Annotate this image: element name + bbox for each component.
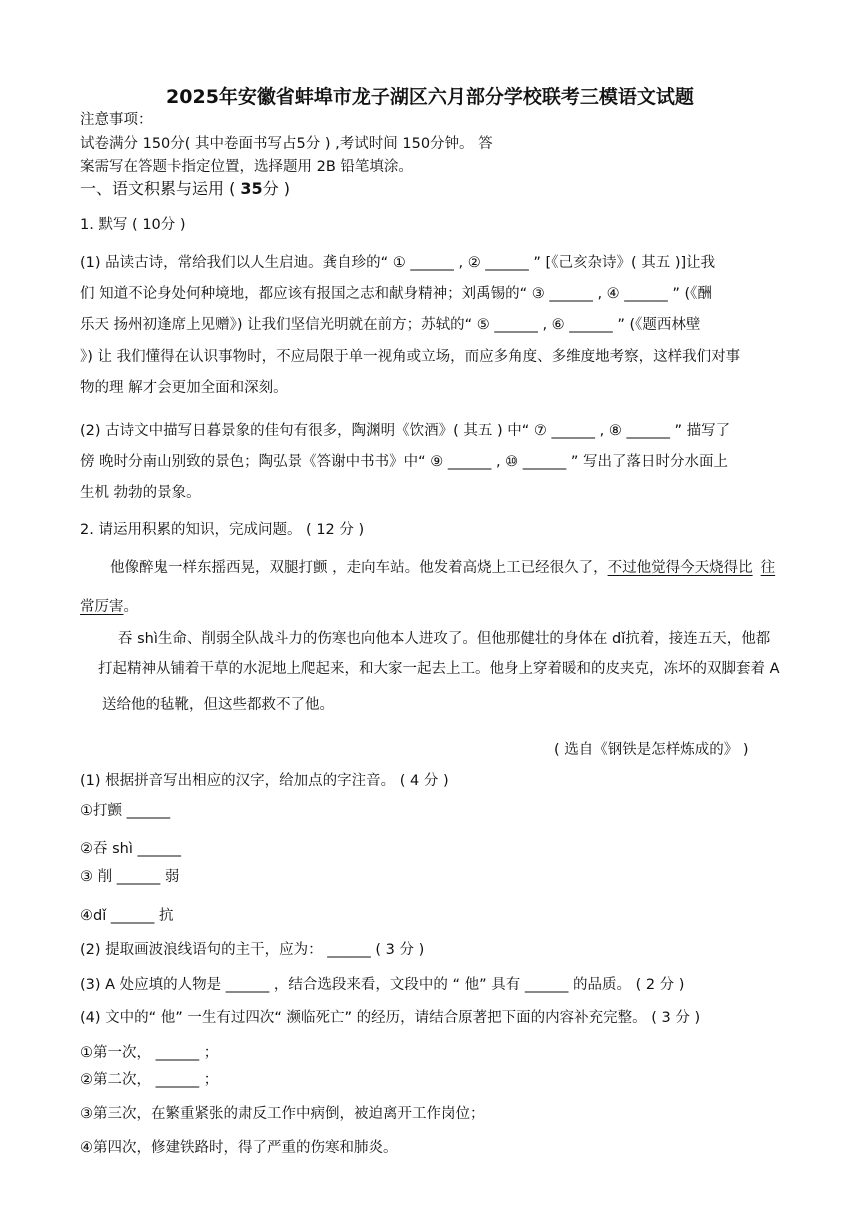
q2-sub-3: (3) A 处应填的人物是 ______ ，结合选段来看，文段中的 “ 他” 具有 ______ 的品质。 ( 2 分 ) xyxy=(80,977,685,993)
wavy-underlined-text: 往 xyxy=(760,560,776,576)
passage-para-2-line: 吞 shì生命、削弱全队战斗力的伤寒也向他本人进攻了。但他那健壮的身体在 dǐ抗着，接连五天，他都 xyxy=(118,631,771,647)
passage-para-2-line: 打起精神从铺着干草的水泥地上爬起来，和大家一起去上工。他身上穿着暖和的皮夹克，冻坏的双脚套着 A xyxy=(98,661,780,677)
q2-sub-4-item: ②第二次， ______ ； xyxy=(80,1072,219,1088)
q2-sub-4-item: ①第一次， ______ ； xyxy=(80,1045,219,1061)
q1-p1-line: 乐天 扬州初逢席上见赠》) 让我们坚信光明就在前方；苏轼的“ ⑤ ______ , ⑥ ______ ” (《题西林壁 xyxy=(80,317,701,333)
section-heading-prefix: 一、语文积累与运用 ( xyxy=(80,179,241,198)
q2-sub-1-item: ④dǐ ______ 抗 xyxy=(80,908,174,924)
question-2-heading: 2. 请运用积累的知识，完成问题。 ( 12 分 ) xyxy=(80,522,365,538)
passage-text: 他像醉鬼一样东摇西晃，双腿打颤 ，走向车站。他发着高烧上工已经很久了， xyxy=(110,560,608,576)
q2-sub-1-item: ①打颤 ______ xyxy=(80,803,171,819)
q1-p2-line: 傍 晚时分南山别致的景色；陶弘景《答谢中书书》中“ ⑨ ______ , ⑩ ______ ” 写出了落日时分水面上 xyxy=(80,454,729,470)
passage-para-1-line-1 xyxy=(110,558,775,578)
section-heading-score: 35 xyxy=(240,179,263,198)
q1-p1-line: 物的理 解才会更加全面和深刻。 xyxy=(80,380,288,396)
q1-p1-line: (1) 品读古诗，常给我们以人生启迪。龚自珍的“ ① ______ , ② ______ ” [《己亥杂诗》( 其五 )]让我 xyxy=(80,255,716,271)
passage-source: ( 选自《钢铁是怎样炼成的》 ) xyxy=(554,742,749,758)
wavy-underlined-text: 不过他觉得今天烧得比 xyxy=(607,560,753,576)
q1-p1-line: 们 知道不论身处何种境地，都应该有报国之志和献身精神；刘禹锡的“ ③ ______ , ④ ______ ” (《酬 xyxy=(80,286,712,302)
q2-sub-1: (1) 根据拼音写出相应的汉字，给加点的字注音。 ( 4 分 ) xyxy=(80,773,449,789)
q1-p1-line: 》) 让 我们懂得在认识事物时，不应局限于单一视角或立场，而应多角度、多维度地考察，这样我们对事 xyxy=(80,349,741,365)
passage-text: 。 xyxy=(123,599,138,615)
section-heading-suffix: 分 ) xyxy=(262,179,291,198)
q2-sub-4: (4) 文中的“ 他” 一生有过四次“ 濒临死亡” 的经历，请结合原著把下面的内容补充完整。 ( 3 分 ) xyxy=(80,1010,701,1026)
notice-heading: 注意事项： xyxy=(80,112,153,128)
q1-p2-line: (2) 古诗文中描写日暮景象的佳句有很多，陶渊明《饮酒》( 其五 ) 中“ ⑦ ______ , ⑧ ______ ” 描写了 xyxy=(80,423,731,439)
q2-sub-2: (2) 提取画波浪线语句的主干，应为： ______ ( 3 分 ) xyxy=(80,942,425,958)
notice-line-1: 试卷满分 150分( 其中卷面书写占5分 ) ,考试时间 150分钟。 答 xyxy=(80,136,493,152)
q2-sub-1-item: ②吞 shì ______ xyxy=(80,841,181,857)
q2-sub-4-item: ③第三次，在繁重紧张的肃反工作中病倒，被迫离开工作岗位； xyxy=(80,1106,485,1122)
notice-line-2: 案需写在答题卡指定位置，选择题用 2B 铅笔填涂。 xyxy=(80,159,413,175)
wavy-underlined-text: 常厉害 xyxy=(80,599,124,615)
page-title: 2025年安徽省蚌埠市龙子湖区六月部分学校联考三模语文试题 xyxy=(166,86,694,108)
passage-para-1-line-2 xyxy=(80,597,138,617)
section-heading xyxy=(80,179,290,199)
q2-sub-1-item: ③ 削 ______ 弱 xyxy=(80,869,180,885)
q1-p2-line: 生机 勃勃的景象。 xyxy=(80,485,201,501)
q2-sub-4-item: ④第四次，修建铁路时，得了严重的伤寒和肺炎。 xyxy=(80,1140,398,1156)
passage-para-2-line: 送给他的毡靴，但这些都救不了他。 xyxy=(102,697,334,713)
question-1-heading: 1. 默写 ( 10分 ) xyxy=(80,217,186,233)
